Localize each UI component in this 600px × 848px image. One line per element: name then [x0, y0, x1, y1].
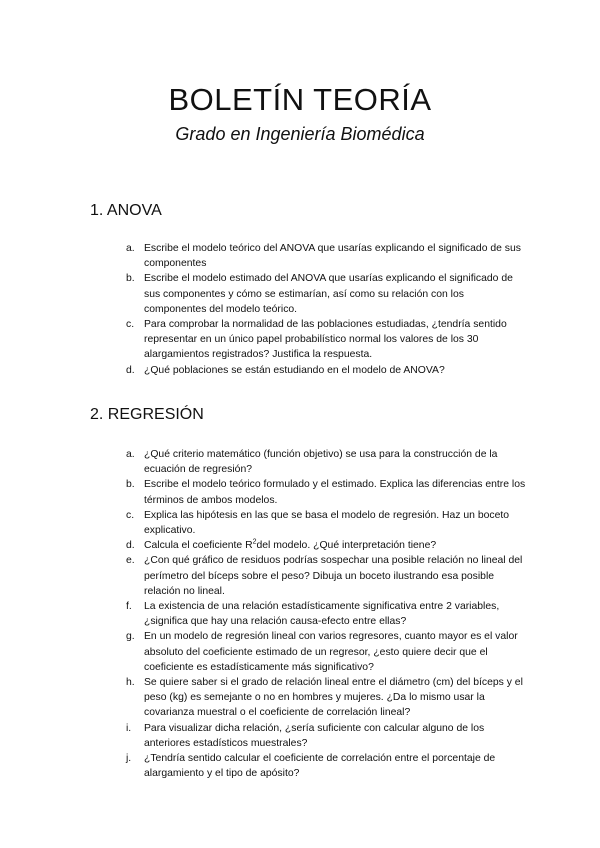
item-text: En un modelo de regresión lineal con varios regresores, cuanto mayor es el valor absoluto del coeficiente estimado de un regresor, ¿esto quiere decir que el coeficiente es estadísticamente más significativo? — [144, 631, 518, 673]
item-text: Se quiere saber si el grado de relación lineal entre el diámetro (cm) del bíceps y el peso (kg) es semejante o no en hombres y mujeres. ¿Da lo mismo usar la covarianza muestral o el coeficiente de correlación lineal? — [144, 677, 523, 719]
item-letter: f. — [126, 601, 132, 613]
item-text: Escribe el modelo teórico formulado y el estimado. Explica las diferencias entre los términos de ambos modelos. — [144, 479, 526, 506]
item-text-part: del modelo. ¿Qué interpretación tiene? — [256, 540, 437, 552]
list-item — [126, 599, 526, 629]
item-letter: b. — [126, 273, 135, 285]
document-title: BOLETÍN TEORÍA — [168, 82, 432, 117]
item-text: Para comprobar la normalidad de las poblaciones estudiadas, ¿tendría sentido representar en un único papel probabilístico normal los valores de los 30 alargamientos registrados? Justifica la respuesta. — [144, 319, 507, 361]
item-text: Escribe el modelo estimado del ANOVA que usarías explicando el significado de sus componentes y cómo se estimarían, así como su relación con los componentes del modelo teórico. — [144, 273, 513, 315]
item-letter: d. — [126, 364, 135, 376]
item-text-part: Calcula el coeficiente R — [144, 540, 253, 552]
item-text: La existencia de una relación estadísticamente significativa entre 2 variables, ¿significa que hay una relación causa-efecto entre ellas? — [144, 601, 500, 628]
item-text: Para visualizar dicha relación, ¿sería suficiente con calcular alguno de los anteriores estadísticos muestrales? — [144, 722, 485, 749]
list-item — [126, 629, 526, 675]
list-item — [126, 241, 526, 271]
item-text: ¿Qué poblaciones se están estudiando en el modelo de ANOVA? — [144, 364, 445, 376]
list-item — [126, 751, 526, 781]
list-item — [126, 508, 526, 538]
list-item — [126, 317, 526, 363]
item-letter: i. — [126, 722, 132, 734]
document-subtitle: Grado en Ingeniería Biomédica — [175, 124, 425, 144]
item-letter: b. — [126, 479, 135, 491]
section-heading-regresion: 2. REGRESIÓN — [90, 406, 204, 423]
item-letter: a. — [126, 449, 135, 460]
section-heading-anova: 1. ANOVA — [90, 202, 162, 219]
item-text: Explica las hipótesis en las que se basa el modelo de regresión. Haz un boceto explicativo. — [144, 509, 510, 537]
item-letter: d. — [126, 540, 135, 552]
item-letter: c. — [126, 509, 135, 521]
regresion-question-list — [126, 447, 526, 781]
list-item — [126, 675, 526, 721]
item-letter: h. — [126, 677, 135, 689]
item-text: ¿Con qué gráfico de residuos podrías sospechar una posible relación no lineal del perímetro del bíceps sobre el peso? Dibuja un boceto ilustrando esa posible relación no lineal. — [144, 555, 523, 597]
list-item — [126, 447, 526, 477]
list-item — [126, 538, 526, 553]
item-letter: c. — [126, 319, 135, 331]
item-letter: g. — [126, 631, 135, 643]
list-item — [126, 721, 526, 751]
list-item — [126, 363, 526, 378]
item-letter: e. — [126, 555, 135, 567]
anova-question-list — [126, 241, 526, 378]
list-item — [126, 477, 526, 507]
item-text: ¿Tendría sentido calcular el coeficiente de correlación entre el porcentaje de alargamiento y el tipo de apósito? — [144, 753, 496, 780]
item-letter: j. — [126, 753, 132, 765]
item-letter: a. — [126, 243, 135, 254]
list-item — [126, 553, 526, 599]
superscript-two: 2 — [252, 538, 257, 546]
item-text: Escribe el modelo teórico del ANOVA que usarías explicando el significado de sus componentes — [144, 243, 521, 270]
item-text: ¿Qué criterio matemático (función objetivo) se usa para la construcción de la ecuación de regresión? — [144, 449, 498, 476]
item-text — [144, 540, 436, 551]
list-item — [126, 271, 526, 317]
